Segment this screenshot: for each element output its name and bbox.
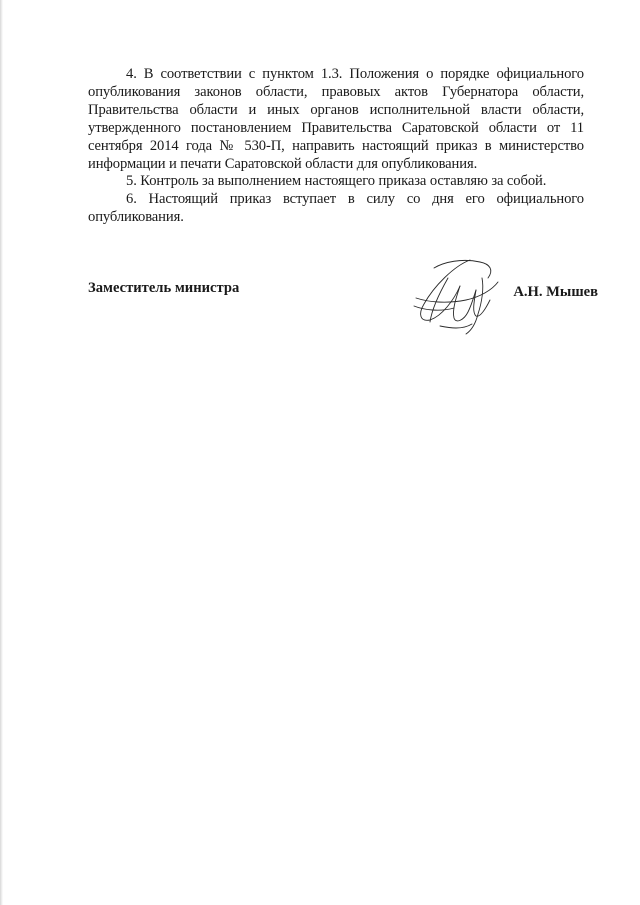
document-body [88, 66, 584, 227]
signature-block [88, 272, 598, 352]
paragraph-6: 6. Настоящий приказ вступает в силу со дня его официального опубликования. [88, 191, 584, 226]
handwritten-signature [410, 256, 502, 338]
paragraph-4: 4. В соответствии с пунктом 1.3. Положения о порядке официального опубликования законов области, правовых актов Губернатора области, Правительства области и иных органов исполнительной власти области, утвержденного постановлением Правительства Саратовской области от 11 сентября 2014 года № 530-П, направить настоящий приказ в министерство информации и печати Саратовской области для опубликования. [88, 66, 584, 172]
signatory-name: А.Н. Мышев [513, 284, 598, 300]
signatory-position: Заместитель министра [88, 280, 240, 296]
paragraph-5: 5. Контроль за выполнением настоящего приказа оставляю за собой. [126, 173, 547, 190]
scan-edge [0, 0, 3, 905]
